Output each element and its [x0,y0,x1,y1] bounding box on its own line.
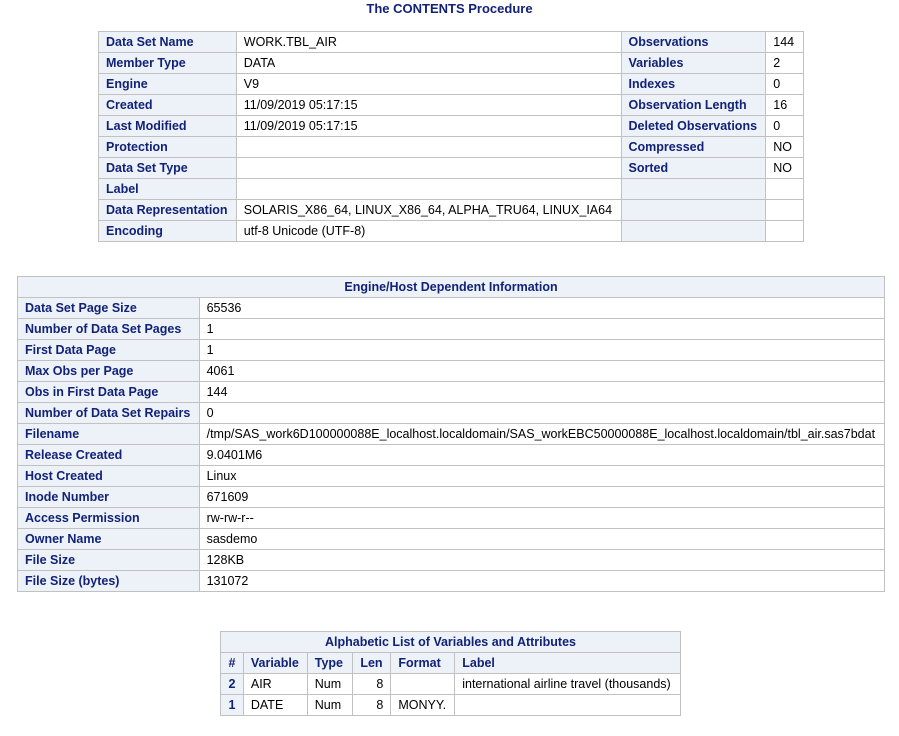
attr-value [766,179,804,200]
attr-value: 2 [766,53,804,74]
attr-value: SOLARIS_X86_64, LINUX_X86_64, ALPHA_TRU64, LINUX_IA64 [236,200,621,221]
attr-value: 0 [766,116,804,137]
variables-table [220,631,681,716]
attr-value [766,221,804,242]
var-num: 2 [221,674,244,695]
attr-label: Compressed [621,137,766,158]
engine-label: Host Created [18,466,200,487]
engine-value: 671609 [199,487,884,508]
table-row [18,382,885,403]
engine-value: 131072 [199,571,884,592]
table-row [18,487,885,508]
var-format: MONYY. [391,695,455,716]
engine-value: 65536 [199,298,884,319]
attr-label: Deleted Observations [621,116,766,137]
table-row [18,508,885,529]
attr-value: V9 [236,74,621,95]
engine-value: 1 [199,319,884,340]
table-row [18,466,885,487]
engine-label: Number of Data Set Pages [18,319,200,340]
engine-value: 144 [199,382,884,403]
var-format [391,674,455,695]
table-row [99,95,804,116]
var-type: Num [307,674,352,695]
table-row [99,179,804,200]
attr-value: 0 [766,74,804,95]
engine-value: 9.0401M6 [199,445,884,466]
table-row [18,424,885,445]
column-header-label: Label [455,653,681,674]
table-row [99,32,804,53]
table-row [99,116,804,137]
variables-title: Alphabetic List of Variables and Attributes [221,632,681,653]
table-row [18,529,885,550]
engine-value: 0 [199,403,884,424]
engine-label: Number of Data Set Repairs [18,403,200,424]
attr-label: Label [99,179,237,200]
engine-value: Linux [199,466,884,487]
var-name: DATE [243,695,307,716]
engine-label: Filename [18,424,200,445]
table-row [99,200,804,221]
procedure-title: The CONTENTS Procedure [366,1,533,16]
attr-value [766,200,804,221]
table-row [18,403,885,424]
dataset-attributes-table [98,31,804,242]
var-type: Num [307,695,352,716]
attr-label: Engine [99,74,237,95]
attr-label: Sorted [621,158,766,179]
attr-label: Data Set Type [99,158,237,179]
engine-value: rw-rw-r-- [199,508,884,529]
attr-label [621,179,766,200]
engine-label: Inode Number [18,487,200,508]
engine-value: /tmp/SAS_work6D100000088E_localhost.localdomain/SAS_workEBC50000088E_localhost.localdomain/tbl_air.sas7bdat [199,424,884,445]
attr-label: Created [99,95,237,116]
attr-value: WORK.TBL_AIR [236,32,621,53]
column-header-type: Type [307,653,352,674]
var-len: 8 [352,695,391,716]
table-row [18,445,885,466]
table-row [18,550,885,571]
attr-value [236,137,621,158]
table-row [221,695,681,716]
engine-label: File Size (bytes) [18,571,200,592]
var-len: 8 [352,674,391,695]
attr-label: Member Type [99,53,237,74]
engine-label: Release Created [18,445,200,466]
table-header-row [18,277,885,298]
column-header-format: Format [391,653,455,674]
attr-label [621,221,766,242]
engine-value: 1 [199,340,884,361]
attr-value: DATA [236,53,621,74]
attr-value [236,179,621,200]
attr-label: Variables [621,53,766,74]
engine-label: Data Set Page Size [18,298,200,319]
attr-label: Data Set Name [99,32,237,53]
attr-label: Last Modified [99,116,237,137]
attr-label: Indexes [621,74,766,95]
table-row [18,340,885,361]
column-header-variable: Variable [243,653,307,674]
engine-label: Obs in First Data Page [18,382,200,403]
table-row [18,298,885,319]
column-header-num: # [221,653,244,674]
attr-value: 11/09/2019 05:17:15 [236,116,621,137]
var-name: AIR [243,674,307,695]
attr-value: 16 [766,95,804,116]
table-row [221,674,681,695]
engine-value: 128KB [199,550,884,571]
engine-label: Max Obs per Page [18,361,200,382]
table-row [18,319,885,340]
attr-value: utf-8 Unicode (UTF-8) [236,221,621,242]
var-num: 1 [221,695,244,716]
attr-value [236,158,621,179]
attr-value: NO [766,137,804,158]
table-row [99,74,804,95]
attr-value: 144 [766,32,804,53]
table-row [18,361,885,382]
table-row [99,137,804,158]
engine-value: 4061 [199,361,884,382]
table-row [99,53,804,74]
engine-host-table [17,276,885,592]
engine-value: sasdemo [199,529,884,550]
attr-label [621,200,766,221]
column-header-len: Len [352,653,391,674]
table-row [18,571,885,592]
var-label [455,695,681,716]
attr-label: Encoding [99,221,237,242]
attr-label: Observation Length [621,95,766,116]
attr-label: Observations [621,32,766,53]
engine-label: First Data Page [18,340,200,361]
attr-label: Data Representation [99,200,237,221]
attr-label: Protection [99,137,237,158]
var-label: international airline travel (thousands) [455,674,681,695]
table-row [99,221,804,242]
table-row [99,158,804,179]
engine-label: Owner Name [18,529,200,550]
attr-value: NO [766,158,804,179]
table-header-row [221,653,681,674]
engine-label: File Size [18,550,200,571]
attr-value: 11/09/2019 05:17:15 [236,95,621,116]
engine-host-title: Engine/Host Dependent Information [18,277,885,298]
engine-label: Access Permission [18,508,200,529]
table-header-row [221,632,681,653]
